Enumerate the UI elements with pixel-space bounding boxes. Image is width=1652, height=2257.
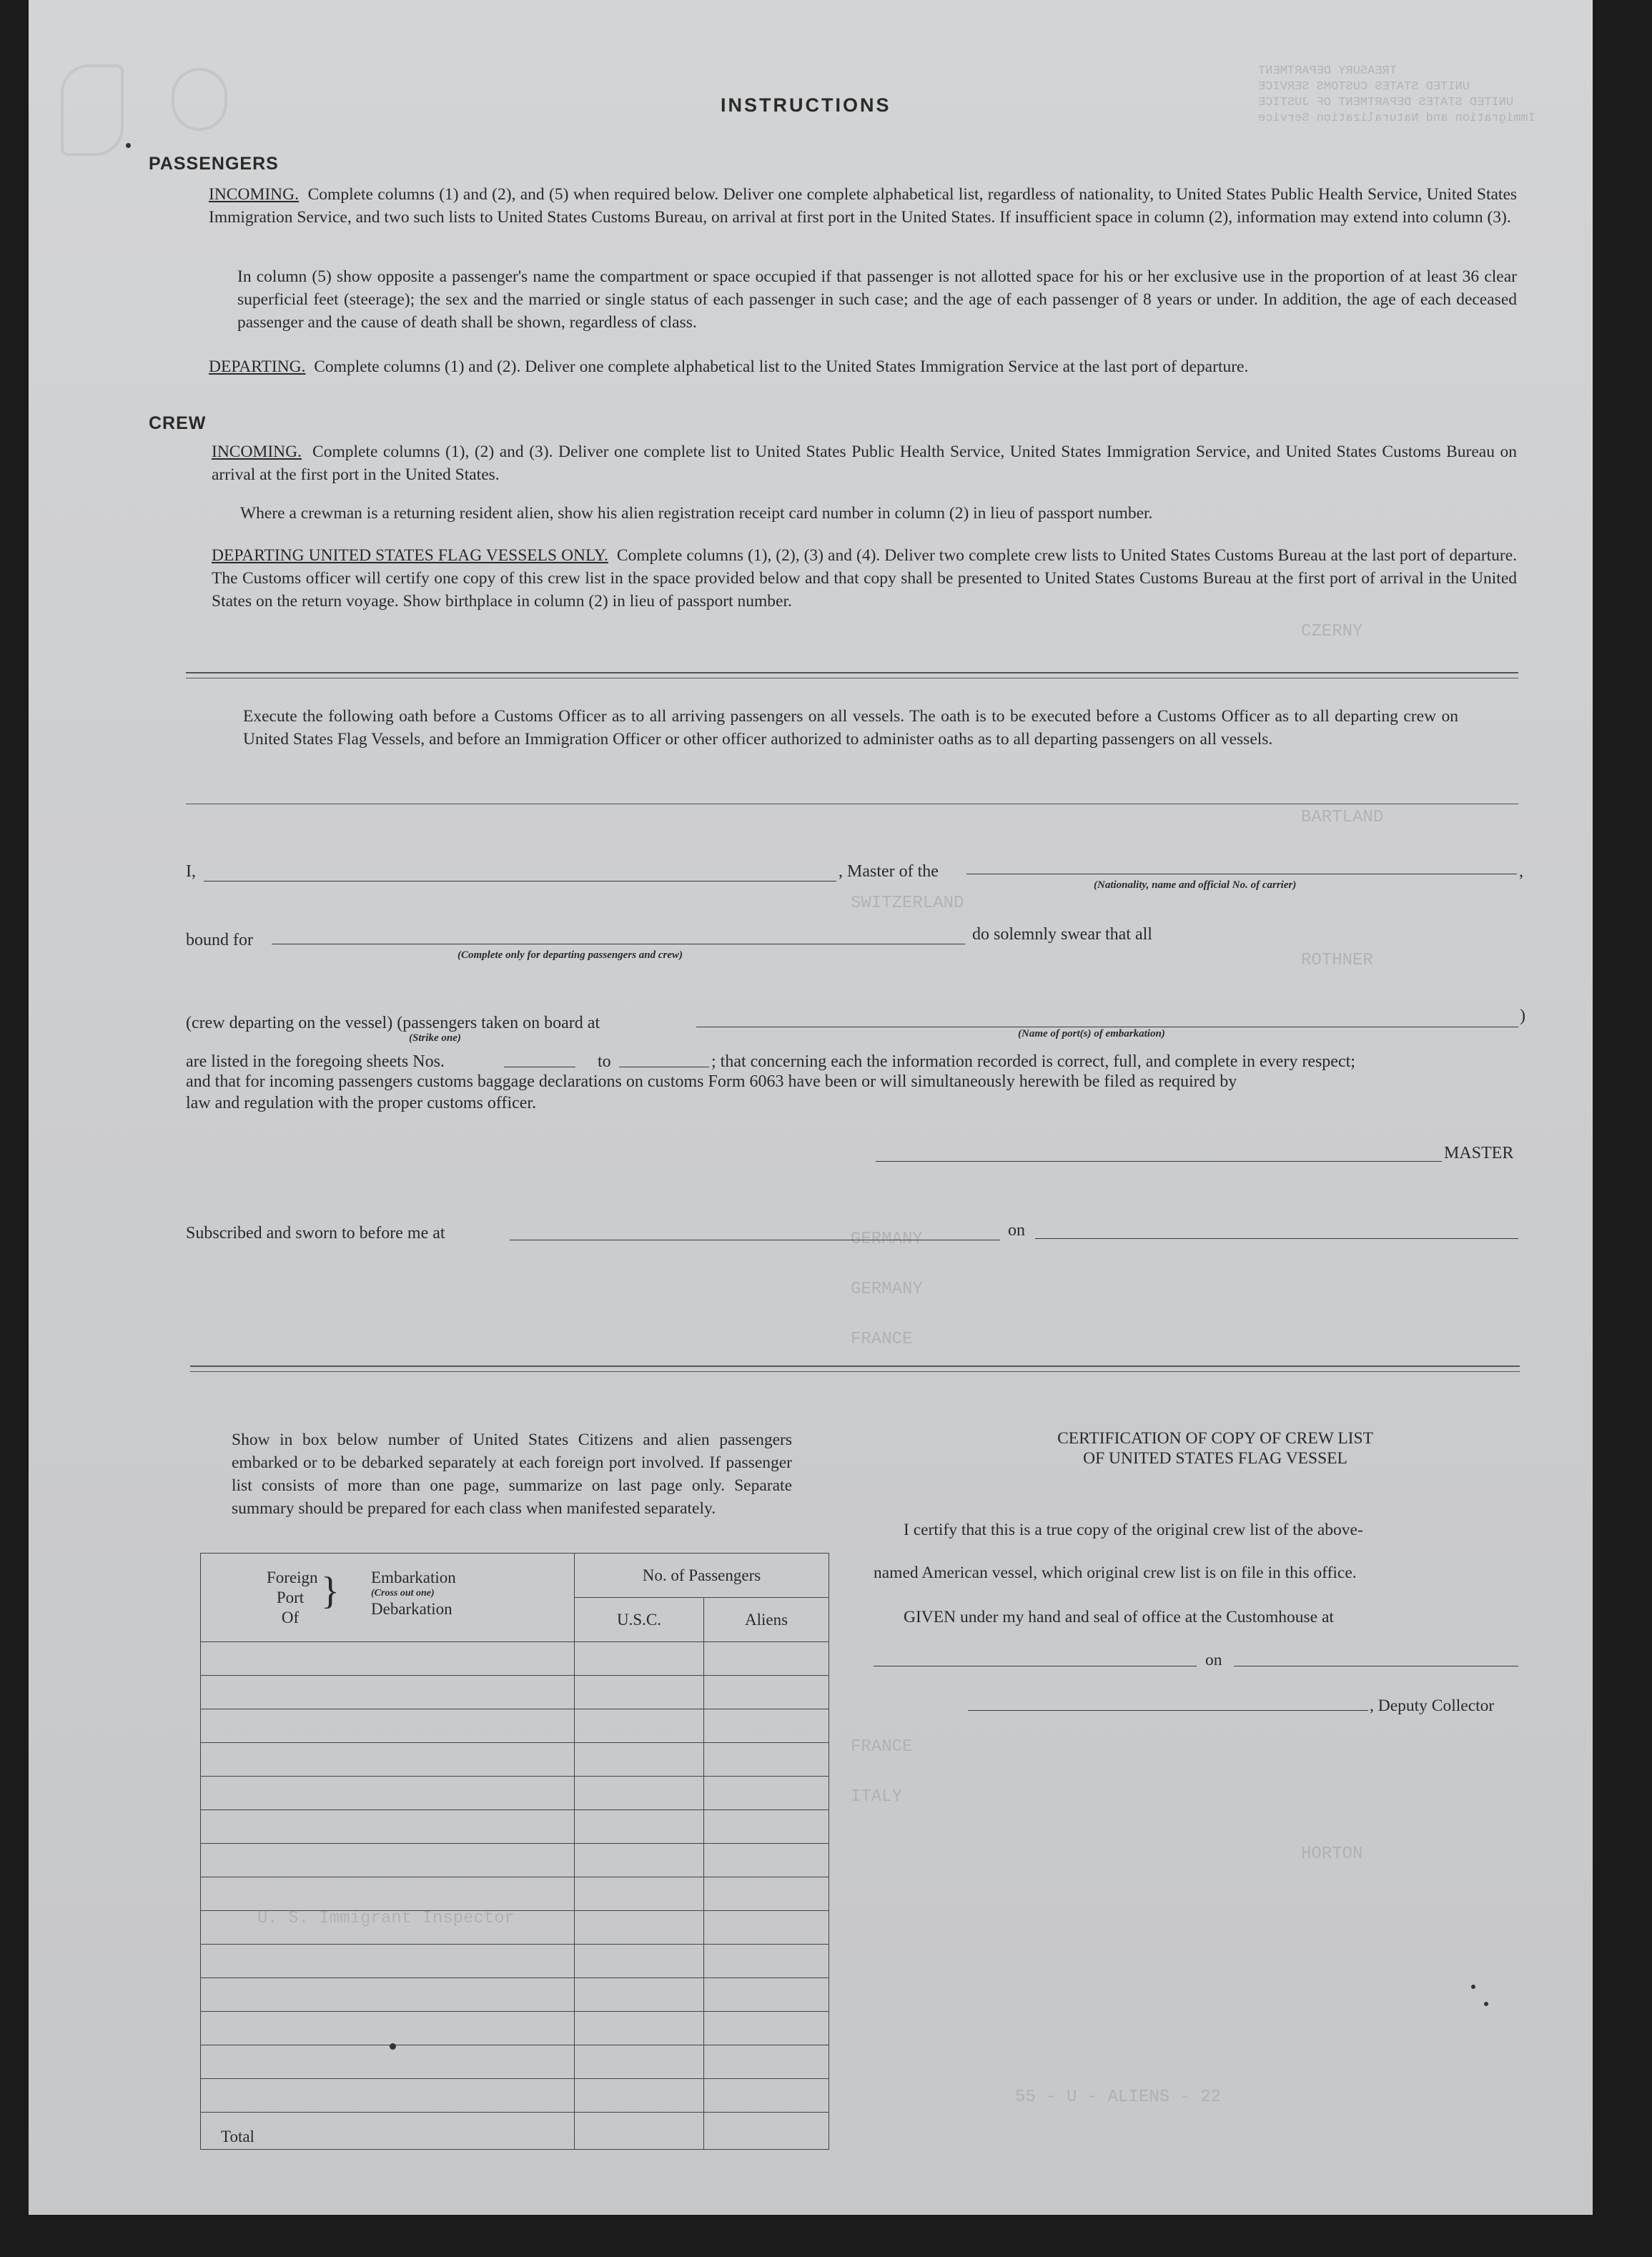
port-cell[interactable] — [201, 1743, 575, 1777]
summary-instructions: Show in box below number of United States Citizens and alien passengers embarked or to be debarked separately at each foreign port involved. If passenger list consists of more than one page, summarize on last page only. Separate summary should be prepared for each class when manifested separately. — [232, 1431, 792, 1518]
port-cell[interactable] — [201, 1676, 575, 1709]
show-through-text: Immigration and Naturalization Service — [1258, 112, 1535, 125]
embarkation-label: Embarkation — [371, 1569, 456, 1586]
certification-line-3: GIVEN under my hand and seal of office at the Customhouse at — [904, 1608, 1334, 1626]
port-cell[interactable] — [201, 1978, 575, 2012]
of-label: Of — [281, 1609, 300, 1626]
port-cell[interactable] — [201, 2012, 575, 2045]
master-signature-field[interactable] — [876, 1161, 1442, 1162]
certification-line-1: I certify that this is a true copy of the original crew list of the above- — [904, 1521, 1363, 1539]
aliens-cell[interactable] — [704, 1642, 829, 1676]
section-divider — [186, 672, 1518, 673]
table-row — [201, 1642, 829, 1676]
listed-label-4: law and regulation with the proper customs officer. — [186, 1094, 537, 1112]
usc-cell[interactable] — [575, 1945, 704, 1978]
table-row — [201, 1810, 829, 1844]
swear-label: do solemnly swear that all — [972, 925, 1152, 944]
table-row — [201, 1676, 829, 1709]
cross-out-note: (Cross out one) — [371, 1588, 435, 1599]
port-cell[interactable] — [201, 1709, 575, 1743]
usc-cell[interactable] — [575, 2079, 704, 2113]
certification-on-label: on — [1205, 1651, 1222, 1669]
aliens-cell[interactable] — [704, 1945, 829, 1978]
show-through-text: ITALY — [851, 1787, 903, 1807]
show-through-text: SWITZERLAND — [851, 894, 964, 913]
aliens-header: Aliens — [704, 1598, 829, 1642]
usc-cell[interactable] — [575, 1709, 704, 1743]
passengers-heading: PASSENGERS — [149, 154, 279, 174]
certification-title-2: OF UNITED STATES FLAG VESSEL — [1083, 1449, 1347, 1468]
table-row — [201, 1911, 829, 1945]
show-through-text: GERMANY — [851, 1280, 923, 1299]
table-row — [201, 1743, 829, 1777]
speck — [390, 2043, 396, 2050]
aliens-cell[interactable] — [704, 2012, 829, 2045]
usc-cell[interactable] — [575, 1676, 704, 1709]
aliens-cell[interactable] — [704, 1810, 829, 1844]
crew-incoming-text: Complete columns (1), (2) and (3). Deliver one complete list to United States Public Health Service, United States Immigration Service, and United States Customs Bureau on arrival at the first port in the United States. — [212, 443, 1517, 484]
total-usc-cell[interactable] — [575, 2113, 704, 2150]
usc-cell[interactable] — [575, 1743, 704, 1777]
sworn-date-field[interactable] — [1035, 1238, 1518, 1239]
table-row — [201, 2079, 829, 2113]
bound-for-note: (Complete only for departing passengers and crew) — [457, 949, 683, 961]
brace: } — [321, 1569, 340, 1612]
show-through-text: UNITED STATES DEPARTMENT OF JUSTICE — [1258, 96, 1514, 109]
certification-title-1: CERTIFICATION OF COPY OF CREW LIST — [1057, 1429, 1373, 1448]
passengers-incoming-paragraph — [209, 183, 1517, 229]
port-cell[interactable] — [201, 2079, 575, 2113]
crew-heading: CREW — [149, 413, 207, 433]
aliens-cell[interactable] — [704, 1709, 829, 1743]
speck — [1471, 1985, 1475, 1989]
port-cell[interactable] — [201, 1777, 575, 1810]
port-cell[interactable] — [201, 2045, 575, 2079]
document-page — [29, 0, 1593, 2215]
aliens-cell[interactable] — [704, 1676, 829, 1709]
carrier-note: (Nationality, name and official No. of carrier) — [1094, 879, 1297, 891]
listed-label-3: and that for incoming passengers customs baggage declarations on customs Form 6063 have been or will simultaneously herewith be filed as required by — [186, 1072, 1237, 1091]
total-aliens-cell[interactable] — [704, 2113, 829, 2150]
usc-cell[interactable] — [575, 2045, 704, 2079]
show-through-text: GERMANY — [851, 1230, 923, 1249]
passengers-column5-paragraph: In column (5) show opposite a passenger's name the compartment or space occupied if that passenger is not allotted space for his or her exclusive use in the proportion of at least 36 clear superficial feet (steerage); the sex and the married or single status of each passenger in such case; and the age of each passenger of 8 years or under. In addition, the age of each deceased passenger and the cause of death shall be shown, regardless of class. — [237, 267, 1517, 332]
show-through-text: ROTHNER — [1301, 951, 1373, 970]
table-row — [201, 1777, 829, 1810]
passengers-incoming-text: Complete columns (1) and (2), and (5) when required below. Deliver one complete alphabetical list, regardless of nationality, to United States Public Health Service, United States Immigration Service, and two such lists to United States Customs Bureau, on arrival at first port in the United States. If insufficient space in column (2), information may extend into column (3). — [209, 185, 1518, 227]
table-row — [201, 1978, 829, 2012]
show-through-text: UNITED STATES CUSTOMS SERVICE — [1258, 80, 1470, 94]
aliens-cell[interactable] — [704, 1844, 829, 1877]
show-through-text: U. S. Immigrant Inspector — [257, 1909, 515, 1928]
port-cell[interactable] — [201, 1810, 575, 1844]
comma: , — [1519, 862, 1523, 881]
table-row — [201, 1709, 829, 1743]
passengers-incoming-label: INCOMING. — [209, 185, 299, 204]
crew-incoming-paragraph — [212, 440, 1517, 486]
subscribed-label: Subscribed and sworn to before me at — [186, 1224, 445, 1243]
page-title: INSTRUCTIONS — [721, 94, 891, 116]
speck — [126, 143, 131, 148]
table-row — [201, 1877, 829, 1911]
show-through-text: FRANCE — [851, 1330, 913, 1349]
usc-cell[interactable] — [575, 1844, 704, 1877]
sworn-on-label: on — [1008, 1221, 1025, 1240]
master-of-label: , Master of the — [839, 862, 939, 881]
listed-to-label: to — [598, 1052, 611, 1071]
usc-header: U.S.C. — [575, 1598, 704, 1642]
crew-departing-label: DEPARTING UNITED STATES FLAG VESSELS ONLY. — [212, 546, 608, 565]
crew-departing-paragraph — [212, 544, 1517, 613]
port-label: Port — [276, 1589, 305, 1606]
oath-i-label: I, — [186, 862, 196, 881]
foreign-label: Foreign — [267, 1569, 318, 1586]
show-through-text: TREASURY DEPARTMENT — [1258, 64, 1397, 78]
deputy-collector-label: , Deputy Collector — [1370, 1697, 1495, 1715]
passengers-departing-paragraph — [209, 355, 1517, 378]
aliens-cell[interactable] — [704, 1877, 829, 1911]
aliens-cell[interactable] — [704, 1911, 829, 1945]
crew-resident-paragraph: Where a crewman is a returning resident alien, show his alien registration receipt card number in column (2) in lieu of passport number. — [240, 504, 1153, 523]
passenger-summary-table — [200, 1553, 829, 2150]
show-through-text: CZERNY — [1301, 622, 1363, 641]
listed-label-1: are listed in the foregoing sheets Nos. — [186, 1052, 445, 1071]
usc-cell[interactable] — [575, 1978, 704, 2012]
usc-cell[interactable] — [575, 1877, 704, 1911]
usc-cell[interactable] — [575, 1777, 704, 1810]
no-passengers-header: No. of Passengers — [575, 1554, 829, 1598]
debarkation-label: Debarkation — [371, 1600, 452, 1618]
strike-one-note: (Strike one) — [409, 1032, 461, 1044]
port-cell[interactable] — [201, 1844, 575, 1877]
usc-cell[interactable] — [575, 1642, 704, 1676]
show-through-text: BARTLAND — [1301, 808, 1384, 827]
usc-cell[interactable] — [575, 1810, 704, 1844]
crew-departing-text: Complete columns (1), (2), (3) and (4). Deliver two complete crew lists to United States Customs Bureau at the last port of departure. The Customs officer will certify one copy of this crew list in the space provided below and that copy shall be presented to United States Customs Bureau at the first port of arrival in the United States on the return voyage. Show birthplace in column (2) in lieu of passport number. — [212, 546, 1518, 611]
section-divider — [190, 1371, 1520, 1372]
close-paren: ) — [1520, 1007, 1525, 1025]
crew-departing-label-oath: (crew departing on the vessel) (passengers taken on board at — [186, 1014, 600, 1032]
passengers-departing-label: DEPARTING. — [209, 357, 306, 376]
port-cell[interactable] — [201, 1945, 575, 1978]
master-label: MASTER — [1444, 1144, 1514, 1162]
port-cell[interactable] — [201, 1911, 575, 1945]
table-row — [201, 1945, 829, 1978]
aliens-cell[interactable] — [704, 2079, 829, 2113]
margin-mark — [61, 64, 124, 156]
ports-note: (Name of port(s) of embarkation) — [1018, 1028, 1165, 1039]
port-header-cell — [201, 1554, 575, 1642]
oath-intro: Execute the following oath before a Customs Officer as to all arriving passengers on all vessels. The oath is to be executed before a Customs Officer as to all departing crew on United States Flag Vessels, and before an Immigration Officer or other officer authorized to administer oaths as to all departing passengers on all vessels. — [243, 707, 1458, 749]
total-label: Total — [201, 2113, 575, 2150]
show-through-text: 55 - U - ALIENS - 22 — [1015, 2088, 1222, 2107]
usc-cell[interactable] — [575, 2012, 704, 2045]
passengers-departing-text: Complete columns (1) and (2). Deliver one complete alphabetical list to the United States Immigration Service at the last port of departure. — [314, 357, 1249, 376]
show-through-text: FRANCE — [851, 1737, 913, 1757]
aliens-cell[interactable] — [704, 1978, 829, 2012]
aliens-cell[interactable] — [704, 2045, 829, 2079]
crew-incoming-label: INCOMING. — [212, 443, 302, 461]
table-row — [201, 1844, 829, 1877]
port-cell[interactable] — [201, 1642, 575, 1676]
usc-cell[interactable] — [575, 1911, 704, 1945]
port-cell[interactable] — [201, 1877, 575, 1911]
deputy-signature-field[interactable] — [968, 1710, 1368, 1711]
bound-for-label: bound for — [186, 931, 253, 949]
aliens-cell[interactable] — [704, 1777, 829, 1810]
table-row — [201, 2012, 829, 2045]
listed-label-2: ; that concerning each the information recorded is correct, full, and complete in every respect; — [711, 1052, 1355, 1071]
show-through-text: HORTON — [1301, 1844, 1363, 1864]
table-row — [201, 2045, 829, 2079]
aliens-cell[interactable] — [704, 1743, 829, 1777]
speck — [1484, 2002, 1488, 2006]
margin-mark — [172, 68, 227, 131]
section-divider — [190, 1365, 1520, 1367]
certification-line-2: named American vessel, which original crew list is on file in this office. — [874, 1564, 1357, 1582]
